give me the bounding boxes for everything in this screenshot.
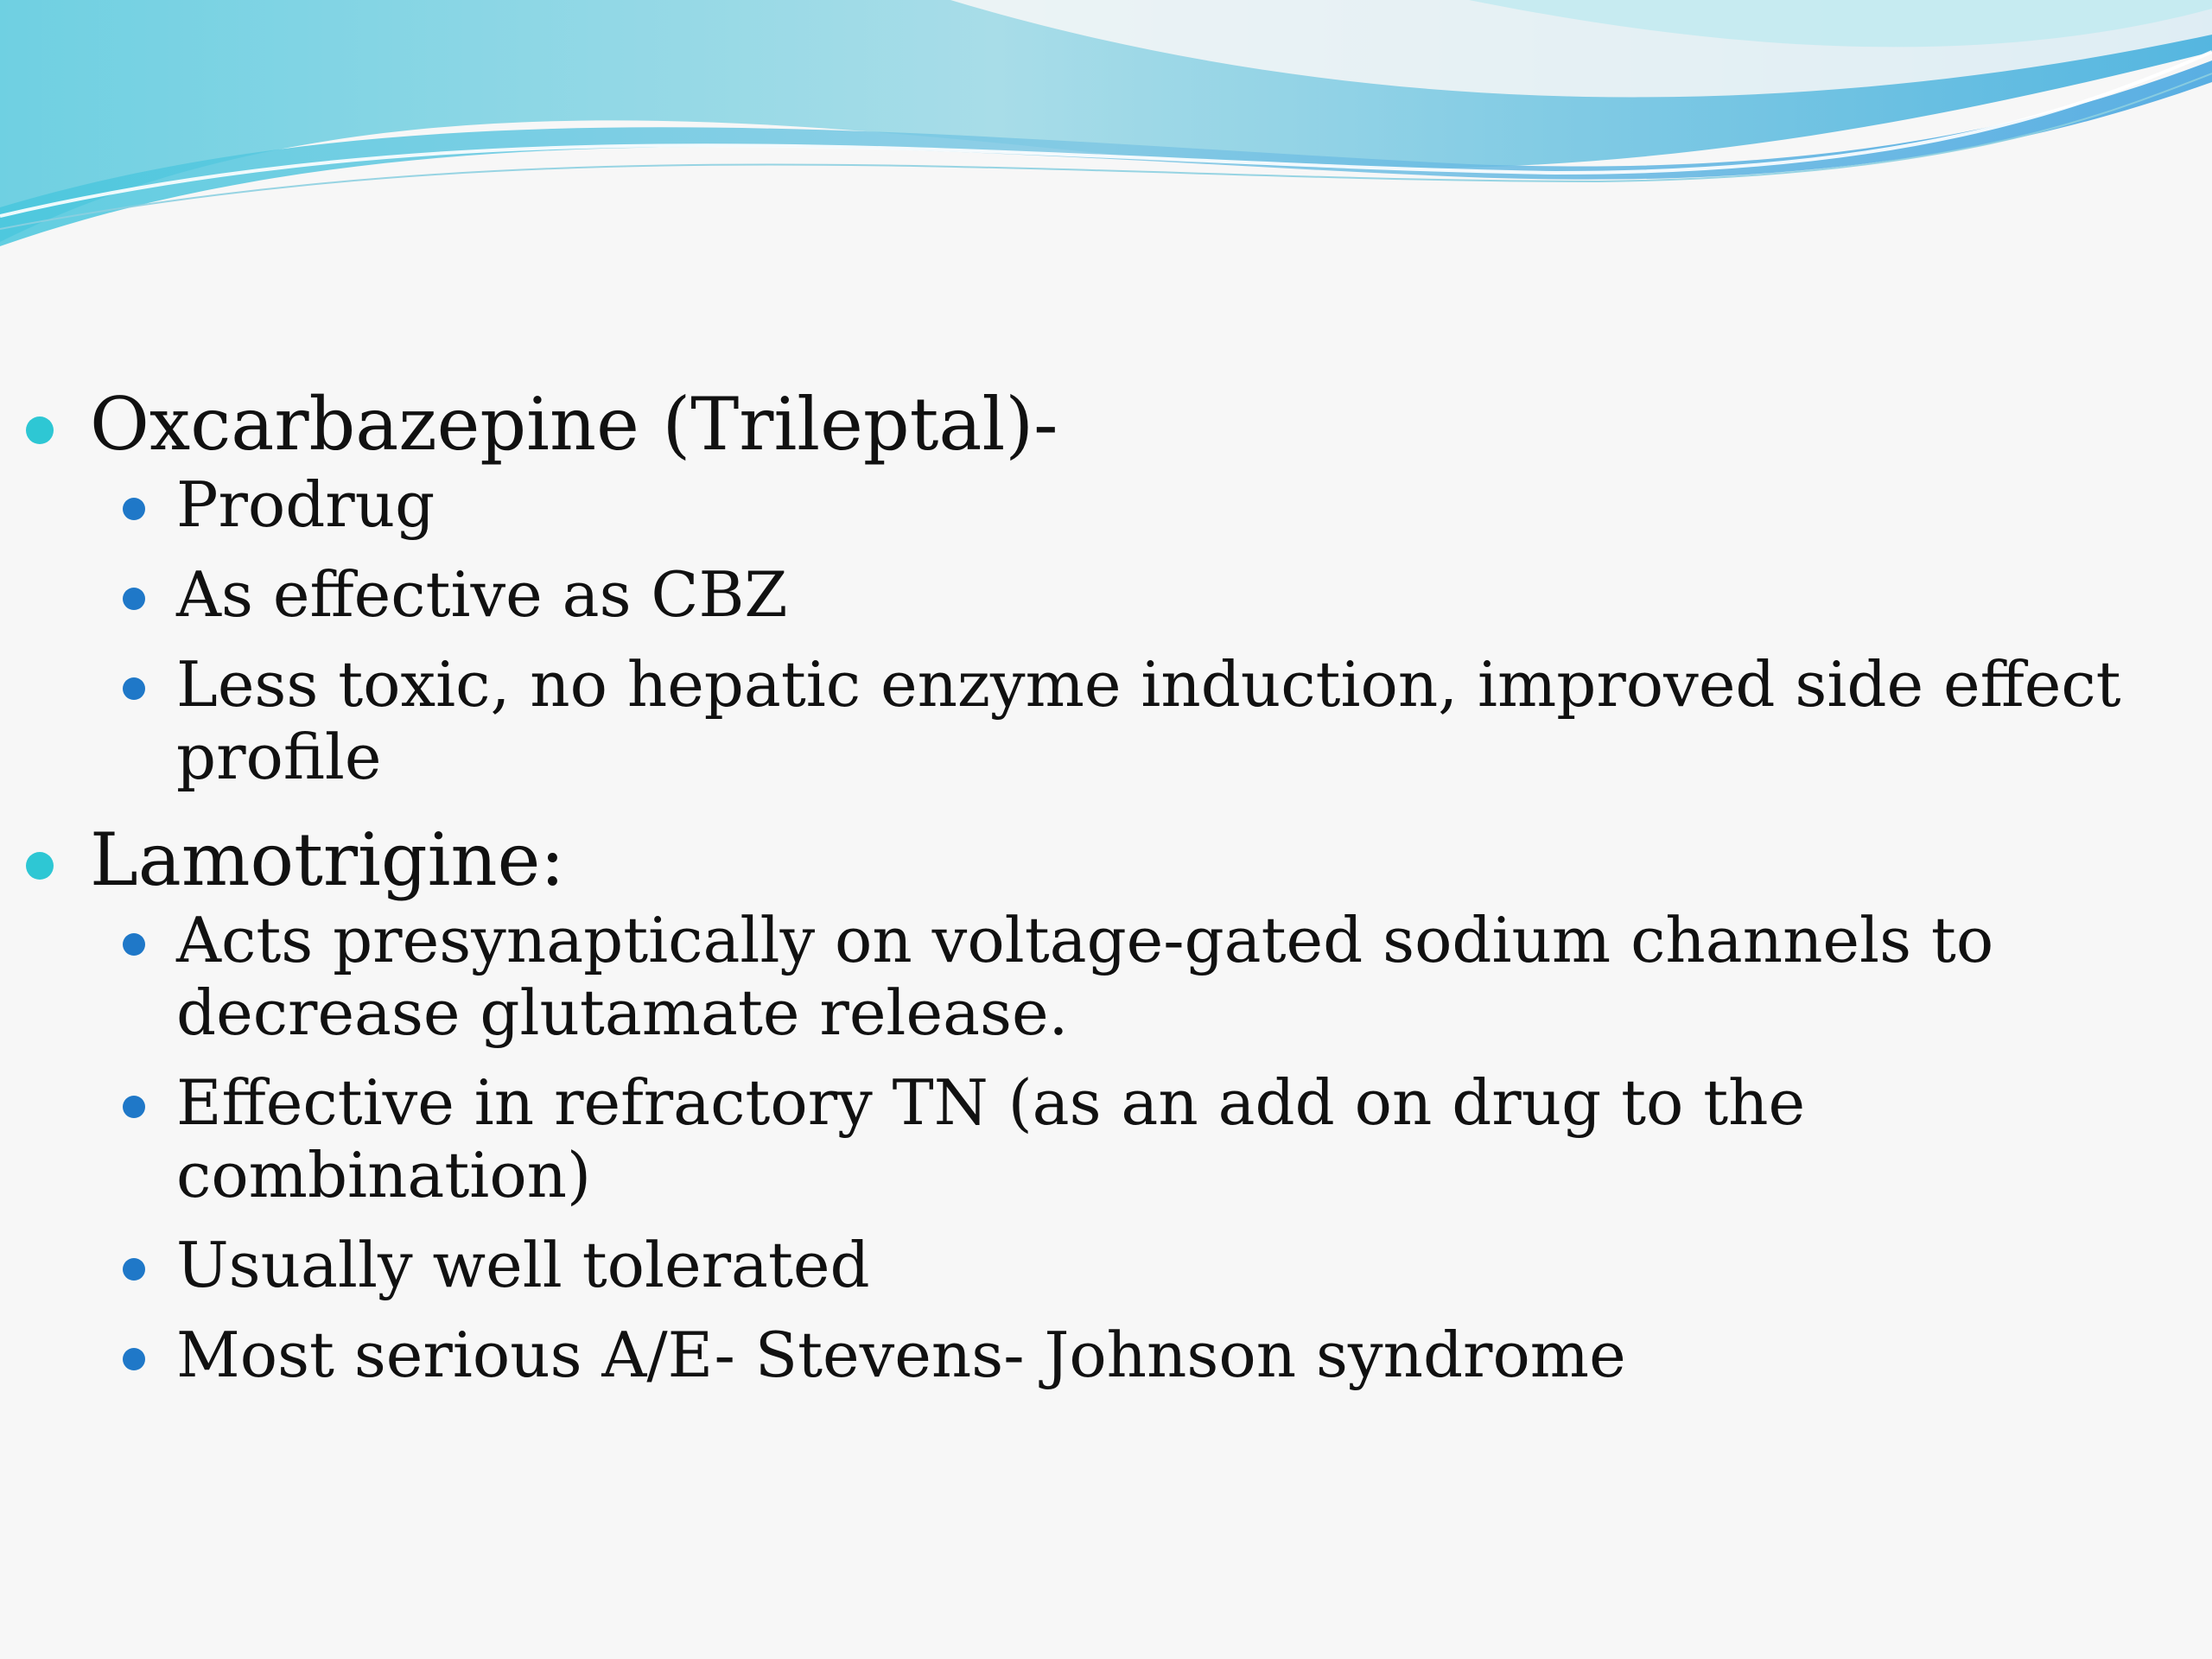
subbullet-refractory-tn	[26, 1066, 2169, 1211]
subbullet-text: Usually well tolerated	[176, 1229, 870, 1301]
level2-bullet-icon	[123, 1258, 145, 1281]
bullet-oxcarbazepine	[26, 380, 2169, 468]
subbullet-text: Less toxic, no hepatic enzyme induction, improved side effect profile	[176, 648, 2121, 793]
level2-bullet-icon	[123, 588, 145, 610]
bullet-lamotrigine	[26, 816, 2169, 904]
subbullet-text: Prodrug	[176, 468, 435, 541]
level2-bullet-icon	[123, 498, 145, 520]
subbullet-acts-presynaptically	[26, 904, 2169, 1049]
subbullet-effective	[26, 558, 2169, 631]
subbullet-text: As effective as CBZ	[176, 558, 788, 631]
subbullet-well-tolerated	[26, 1229, 2169, 1301]
subbullet-most-serious-ae	[26, 1319, 2169, 1391]
bullet-text: Oxcarbazepine (Trileptal)-	[90, 382, 1058, 467]
bullet-text: Lamotrigine:	[90, 817, 565, 902]
subbullet-less-toxic	[26, 648, 2169, 793]
level1-bullet-icon	[26, 416, 54, 444]
subbullet-text: Most serious A/E- Stevens- Johnson syndrome	[176, 1319, 1626, 1391]
level2-bullet-icon	[123, 1096, 145, 1118]
subbullet-text: Effective in refractory TN (as an add on drug to the combination)	[176, 1066, 1806, 1211]
level2-bullet-icon	[123, 1348, 145, 1370]
header-wave-decoration	[0, 0, 2212, 259]
level1-bullet-icon	[26, 852, 54, 880]
subbullet-text: Acts presynaptically on voltage-gated sodium channels to decrease glutamate release.	[176, 904, 1994, 1049]
slide-body	[26, 380, 2169, 1391]
level2-bullet-icon	[123, 677, 145, 700]
subbullet-prodrug	[26, 468, 2169, 541]
level2-bullet-icon	[123, 933, 145, 956]
